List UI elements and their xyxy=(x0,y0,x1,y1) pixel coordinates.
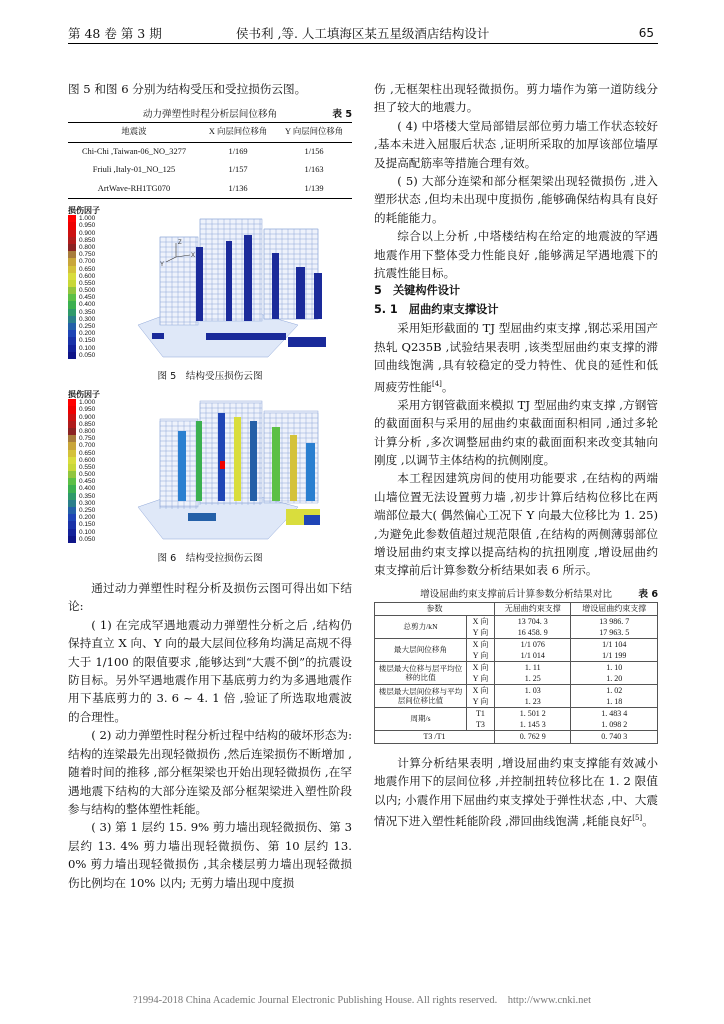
legend-entry xyxy=(68,485,100,492)
legend-entry xyxy=(68,294,100,301)
table5 xyxy=(68,122,352,199)
legend-value: 1.000 xyxy=(79,399,96,407)
legend-entry xyxy=(68,493,100,500)
axis-x-label: X xyxy=(191,253,196,260)
legend-swatch xyxy=(68,330,76,337)
legend-title: 损伤因子 xyxy=(68,206,100,216)
table-cell: 1/163 xyxy=(304,165,324,175)
legend-entry xyxy=(68,287,100,294)
legend-entry xyxy=(68,337,100,344)
legend-entry xyxy=(68,529,100,536)
legend-swatch xyxy=(68,485,76,492)
legend-swatch xyxy=(68,301,76,308)
legend-swatch xyxy=(68,323,76,330)
brb-paragraph-1-text: 采用矩形截面的 TJ 型屈曲约束支撑 ,钢芯采用国产热轧 Q235B ,试验结果表明 ,该类型屈曲约束支撑的滞回曲线饱满 ,具有较稳定的受力特性、优良的延性和低周疲劳性能 xyxy=(374,321,658,394)
table-row xyxy=(375,730,658,743)
legend-entry xyxy=(68,280,100,287)
legend-swatch xyxy=(68,337,76,344)
figure5-caption: 图 5 结构受压损伤云图 xyxy=(157,371,263,383)
legend-entry xyxy=(68,273,100,280)
legend-entry xyxy=(68,478,100,485)
table6-value-cell: 1. 483 4 1. 098 2 xyxy=(571,707,658,730)
legend-swatch xyxy=(68,399,76,406)
legend-value: 0.750 xyxy=(79,251,96,259)
damaged-slab xyxy=(206,333,286,340)
legend-value: 0.250 xyxy=(79,323,96,331)
legend-entry xyxy=(68,258,100,265)
legend-entry xyxy=(68,222,100,229)
legend-swatch xyxy=(68,266,76,273)
table5-number: 表 5 xyxy=(332,109,352,121)
legend-swatch xyxy=(68,251,76,258)
legend-entry xyxy=(68,215,100,222)
damaged-wall xyxy=(220,461,225,469)
conclusion-paragraph-3: ( 3) 第 1 层约 15. 9% 剪力墙出现轻微损伤、第 3 层约 13. 4% 剪力墙出现轻微损伤、第 10 层约 13. 0% 剪力墙出现轻微损伤 ,其余楼层剪力墙出现轻微损伤比例均在 10% 以内; 无剪力墙出现中度损 xyxy=(68,820,352,890)
table6-header: 增设屈曲约束支撑 xyxy=(571,602,658,615)
table-row xyxy=(68,161,352,179)
legend-value: 0.350 xyxy=(79,492,96,500)
table-cell: 1/139 xyxy=(304,183,324,193)
damaged-wall xyxy=(236,449,241,459)
brb-result-end: 。 xyxy=(642,813,654,828)
legend-value: 0.700 xyxy=(79,258,96,266)
legend-value: 0.700 xyxy=(79,442,96,450)
legend-swatch xyxy=(68,529,76,536)
legend-swatch xyxy=(68,294,76,301)
journal-issue: 第 48 卷 第 3 期 xyxy=(68,26,162,41)
table-row xyxy=(375,707,658,730)
table6-param-cell: 楼层最大层间位移与平均层间位移比值 xyxy=(375,684,467,707)
brb-paragraph-1-end: 。 xyxy=(441,379,454,394)
figure5 xyxy=(68,207,352,369)
reference-5: [5] xyxy=(632,814,643,823)
legend-swatch xyxy=(68,258,76,265)
table6-number: 表 6 xyxy=(638,588,658,600)
table5-title: 动力弹塑性时程分析层间位移角 xyxy=(142,109,278,121)
table6-header-row xyxy=(375,602,658,615)
legend-entry xyxy=(68,266,100,273)
table6-value-cell: 1. 501 2 1. 145 3 xyxy=(495,707,571,730)
table6-param-cell: 总剪力/kN xyxy=(375,615,467,638)
legend-entry xyxy=(68,316,100,323)
conclusion-paragraph-4: ( 4) 中塔楼大堂局部错层部位剪力墙工作状态较好 ,基本未进入屈服后状态 ,证明所采取的加厚该部位墙厚及提高配筋率等措施合理有效。 xyxy=(374,118,658,170)
legend-swatch xyxy=(68,414,76,421)
table6-direction-cell: T1 T3 xyxy=(467,707,495,730)
legend-entry xyxy=(68,435,100,442)
legend-value: 0.050 xyxy=(79,535,96,543)
figure5-model-image xyxy=(68,207,352,369)
legend-value: 0.800 xyxy=(79,427,96,435)
table6-value-cell: 1. 02 1. 18 xyxy=(571,684,658,707)
legend-entry xyxy=(68,450,100,457)
damaged-wall xyxy=(196,421,202,501)
table-row xyxy=(375,615,658,638)
legend-value: 0.850 xyxy=(79,236,96,244)
legend-value: 0.300 xyxy=(79,499,96,507)
legend-swatch xyxy=(68,215,76,222)
running-title: 侯书利 ,等. 人工填海区某五星级酒店结构设计 xyxy=(236,26,490,41)
damaged-wall xyxy=(272,427,280,501)
table6-param-cell: 楼层最大位移与层平均位移的比值 xyxy=(375,661,467,684)
table6-direction-cell: X 向 Y 向 xyxy=(467,661,495,684)
legend-entry xyxy=(68,309,100,316)
legend-swatch xyxy=(68,457,76,464)
legend-swatch xyxy=(68,309,76,316)
legend-swatch xyxy=(68,521,76,528)
table-row xyxy=(375,684,658,707)
legend-value: 0.400 xyxy=(79,485,96,493)
intro-paragraph: 图 5 和图 6 分别为结构受压和受拉损伤云图。 xyxy=(68,82,307,96)
table6-direction-cell: X 向 Y 向 xyxy=(467,615,495,638)
legend-entry xyxy=(68,352,100,359)
legend-title: 损伤因子 xyxy=(68,390,100,400)
table5-header: X 向层间位移角 xyxy=(200,123,276,142)
legend-entry xyxy=(68,406,100,413)
table-row xyxy=(375,638,658,661)
table6-value-cell: 0. 762 9 xyxy=(495,730,571,743)
table-cell: Friuli ,Italy-01_NO_125 xyxy=(92,165,176,175)
legend-swatch xyxy=(68,536,76,543)
table6-value-cell: 0. 740 3 xyxy=(571,730,658,743)
table-cell: 1/156 xyxy=(304,146,324,156)
table-cell: 1/136 xyxy=(228,183,248,193)
legend-swatch xyxy=(68,352,76,359)
legend-swatch xyxy=(68,222,76,229)
table6-caption xyxy=(374,588,658,602)
summary-paragraph: 通过动力弹塑性时程分析及损伤云图可得出如下结论: xyxy=(68,581,352,614)
legend-entry xyxy=(68,500,100,507)
figure6-model-image xyxy=(68,391,352,551)
damaged-wall xyxy=(196,247,203,321)
damaged-wall xyxy=(296,267,305,319)
damaged-wall xyxy=(218,413,225,501)
legend-swatch xyxy=(68,345,76,352)
legend-value: 0.950 xyxy=(79,222,96,230)
table5-caption xyxy=(68,108,352,122)
legend-value: 0.300 xyxy=(79,315,96,323)
legend-swatch xyxy=(68,442,76,449)
legend-value: 0.150 xyxy=(79,337,96,345)
legend-value: 0.200 xyxy=(79,514,96,522)
conclusion-paragraph-5: ( 5) 大部分连梁和部分框架梁出现轻微损伤 ,进入塑形状态 ,但均未出现中度损伤 ,能够确保结构具有良好的耗能能力。 xyxy=(374,174,658,225)
brb-result-paragraph xyxy=(374,754,658,830)
conclusion-paragraph-2: ( 2) 动力弹塑性时程分析过程中结构的破坏形态为: 结构的连梁最先出现轻微损伤 ,然后连梁损伤不断增加 ,随着时间的推移 ,部分框架梁也开始出现轻微损伤 ,在罕遇地震下结构的大部分连梁及部分框架梁进入塑性阶段参与结构的整体塑性耗能。 xyxy=(68,728,352,816)
legend-entry xyxy=(68,536,100,543)
table6-value-cell: 1/1 104 1/1 199 xyxy=(571,638,658,661)
legend-value: 0.100 xyxy=(79,528,96,536)
legend-value: 0.550 xyxy=(79,279,96,287)
legend-entry xyxy=(68,230,100,237)
table6-direction-cell: X 向 Y 向 xyxy=(467,684,495,707)
damaged-slab xyxy=(304,515,320,525)
reference-4: [4] xyxy=(431,379,442,388)
legend-entry xyxy=(68,507,100,514)
legend-entry xyxy=(68,414,100,421)
legend-value: 0.200 xyxy=(79,330,96,338)
section-5-heading: 5 关键构件设计 xyxy=(374,284,461,298)
table-cell: Chi-Chi ,Taiwan-06_NO_3277 xyxy=(81,146,187,156)
table6-title: 增设屈曲约束支撑前后计算参数分析结果对比 xyxy=(420,588,612,600)
table6-value-cell: 1. 10 1. 20 xyxy=(571,661,658,684)
table6-header: 参数 xyxy=(375,602,495,615)
page-header xyxy=(68,22,658,44)
left-column xyxy=(68,80,352,892)
table-cell: 1/169 xyxy=(228,146,248,156)
damaged-wall xyxy=(226,241,232,321)
legend-value: 0.500 xyxy=(79,471,96,479)
legend-swatch xyxy=(68,471,76,478)
brb-paragraph-2: 采用方钢管截面来模拟 TJ 型屈曲约束支撑 ,方钢管的截面面积与采用的屈曲约束截面面积相同 ,通过多轮计算分析 ,多次调整屈曲约束的截面面积来改变其轴向刚度 ,以调节主体结构的抗侧刚度。 xyxy=(374,397,658,467)
table6-value-cell: 1. 11 1. 25 xyxy=(495,661,571,684)
legend-swatch xyxy=(68,514,76,521)
legend-swatch xyxy=(68,273,76,280)
legend-value: 0.800 xyxy=(79,243,96,251)
legend-swatch xyxy=(68,500,76,507)
legend-swatch xyxy=(68,244,76,251)
legend-swatch xyxy=(68,478,76,485)
legend-entry xyxy=(68,457,100,464)
legend-entry xyxy=(68,421,100,428)
legend-value: 0.850 xyxy=(79,420,96,428)
legend-value: 0.450 xyxy=(79,294,96,302)
legend-value: 0.500 xyxy=(79,287,96,295)
legend-entry xyxy=(68,428,100,435)
legend-swatch xyxy=(68,450,76,457)
brb-paragraph-1 xyxy=(374,319,658,395)
legend-value: 0.100 xyxy=(79,344,96,352)
damaged-wall xyxy=(250,421,257,501)
damaged-slab xyxy=(288,337,326,347)
legend-entry xyxy=(68,464,100,471)
table-row xyxy=(68,180,352,199)
axis-z-label: Z xyxy=(178,240,182,247)
legend-value: 0.600 xyxy=(79,272,96,280)
damaged-wall xyxy=(306,443,315,501)
legend-swatch xyxy=(68,493,76,500)
legend-swatch xyxy=(68,230,76,237)
damaged-wall xyxy=(290,435,297,501)
section-5-1-heading: 5. 1 屈曲约束支撑设计 xyxy=(374,302,499,316)
damaged-wall xyxy=(244,235,252,321)
table6-param-cell: 周期/s xyxy=(375,707,467,730)
damaged-wall xyxy=(272,253,279,319)
legend-value: 0.250 xyxy=(79,507,96,515)
legend-entry xyxy=(68,521,100,528)
table-cell: ArtWave-RH1TG070 xyxy=(97,183,171,193)
legend-entry xyxy=(68,330,100,337)
overall-conclusion-paragraph: 综合以上分析 ,中塔楼结构在给定的地震波的罕遇地震作用下整体受力性能良好 ,能够满足罕遇地震下的抗震性能目标。 xyxy=(374,229,658,281)
legend-swatch xyxy=(68,435,76,442)
legend-swatch xyxy=(68,507,76,514)
legend-entry xyxy=(68,399,100,406)
figure6-legend xyxy=(68,391,100,543)
legend-swatch xyxy=(68,287,76,294)
legend-entry xyxy=(68,251,100,258)
legend-value: 0.400 xyxy=(79,301,96,309)
brb-paragraph-3: 本工程因建筑房间的使用功能要求 ,在结构的两端山墙位置无法设置剪力墙 ,初步计算后结构位移比在两端部位最大( 偶然偏心工况下 Y 向最大位移比为 1. 25) ,为避免此参数值超过规范限值 ,在结构的两侧薄弱部位增设屈曲约束支撑以提高结构的抗扭刚度 ,增设屈曲约束支撑前后计算参数分析结果如表 6 所示。 xyxy=(374,471,658,578)
damaged-wall xyxy=(314,273,322,319)
table6-header: 无屈曲约束支撑 xyxy=(495,602,571,615)
table6-direction-cell: X 向 Y 向 xyxy=(467,638,495,661)
legend-value: 1.000 xyxy=(79,215,96,223)
conclusion-paragraph-1: ( 1) 在完成罕遇地震动力弹塑性分析之后 ,结构仍保持直立 X 向、Y 向的最大层间位移角均满足高规不得大于 1/100 的限值要求 ,能够达到“大震不倒”的抗震设防目标。另外罕遇地震作用下基底剪力约为多遇地震作用下基底剪力的 3. 6 ~ 4. 1 倍 ,验证了所选取地震波的合理性。 xyxy=(68,617,352,724)
legend-value: 0.650 xyxy=(79,449,96,457)
conclusion-paragraph-3-continued: 伤 ,无框架柱出现轻微损伤。剪力墙作为第一道防线分担了较大的地震力。 xyxy=(374,82,658,115)
legend-swatch xyxy=(68,316,76,323)
table6-value-cell: 1/1 076 1/1 014 xyxy=(495,638,571,661)
table5-header: Y 向层间位移角 xyxy=(276,123,352,142)
legend-entry xyxy=(68,323,100,330)
figure6 xyxy=(68,391,352,551)
legend-entry xyxy=(68,471,100,478)
legend-entry xyxy=(68,301,100,308)
legend-value: 0.050 xyxy=(79,351,96,359)
right-column xyxy=(374,80,658,830)
brb-result-text: 计算分析结果表明 ,增设屈曲约束支撑能有效减小地震作用下的层间位移 ,并控制扭转位移比在 1. 2 限值以内; 小震作用下屈曲约束支撑处于弹性状态 ,中、大震情况下进入塑性耗能阶段 ,滞回曲线饱满 ,耗能良好 xyxy=(374,755,658,828)
legend-swatch xyxy=(68,237,76,244)
legend-entry xyxy=(68,345,100,352)
legend-entry xyxy=(68,244,100,251)
axis-y-label: Y xyxy=(160,262,165,269)
table5-header: 地震波 xyxy=(68,123,200,142)
damaged-wall xyxy=(178,431,186,501)
legend-value: 0.150 xyxy=(79,521,96,529)
legend-value: 0.950 xyxy=(79,406,96,414)
legend-swatch xyxy=(68,280,76,287)
legend-swatch xyxy=(68,421,76,428)
legend-swatch xyxy=(68,464,76,471)
table6-value-cell: 13 704. 3 16 458. 9 xyxy=(495,615,571,638)
table6-value-cell: 1. 03 1. 23 xyxy=(495,684,571,707)
damaged-slab xyxy=(152,333,164,339)
legend-entry xyxy=(68,514,100,521)
table6 xyxy=(374,602,658,744)
legend-entry xyxy=(68,237,100,244)
legend-entry xyxy=(68,442,100,449)
legend-value: 0.350 xyxy=(79,308,96,316)
table6-value-cell: 13 986. 7 17 963. 5 xyxy=(571,615,658,638)
legend-swatch xyxy=(68,406,76,413)
table6-param-cell: 最大层间位移角 xyxy=(375,638,467,661)
legend-value: 0.750 xyxy=(79,435,96,443)
legend-value: 0.550 xyxy=(79,463,96,471)
legend-value: 0.450 xyxy=(79,478,96,486)
table-cell: 1/157 xyxy=(228,165,248,175)
legend-swatch xyxy=(68,428,76,435)
copyright-footer: ?1994-2018 China Academic Journal Electronic Publishing House. All rights reserved. http://www.cnki.net xyxy=(132,995,592,1006)
legend-value: 0.900 xyxy=(79,229,96,237)
table-row xyxy=(375,661,658,684)
legend-value: 0.650 xyxy=(79,265,96,273)
table5-header-row xyxy=(68,123,352,142)
page-number: 65 xyxy=(638,26,654,40)
damaged-slab xyxy=(188,513,216,521)
legend-value: 0.600 xyxy=(79,456,96,464)
figure5-legend xyxy=(68,207,100,359)
figure6-caption: 图 6 结构受拉损伤云图 xyxy=(157,553,263,565)
table6-param-cell: T3 /T1 xyxy=(375,730,495,743)
legend-value: 0.900 xyxy=(79,413,96,421)
table-row xyxy=(68,142,352,161)
